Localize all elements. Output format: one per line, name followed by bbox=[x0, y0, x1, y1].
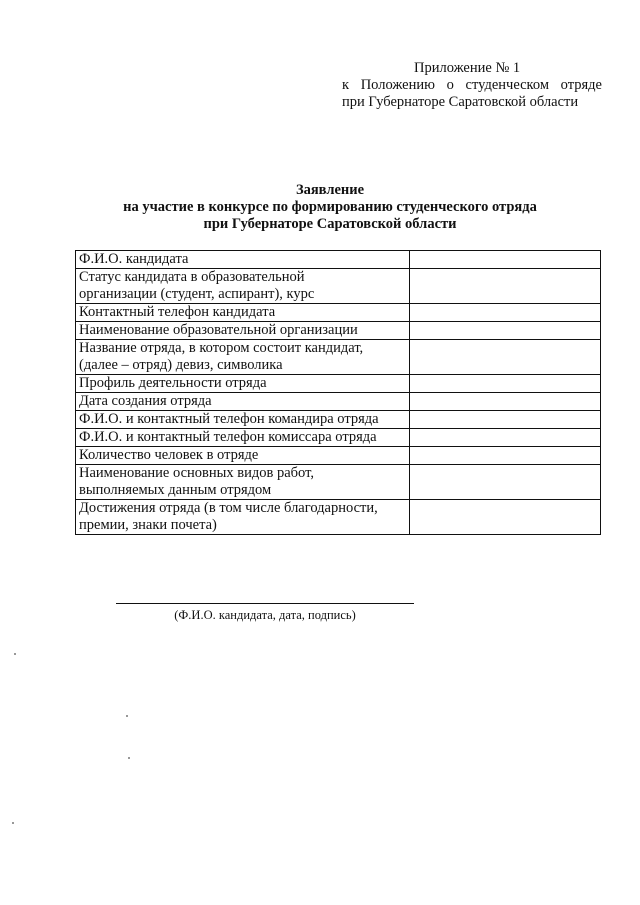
field-label-line: Количество человек в отряде bbox=[79, 447, 259, 463]
title-line-2: на участие в конкурсе по формированию студенческого отряда bbox=[123, 199, 537, 215]
table-row bbox=[76, 500, 601, 535]
field-label-line: Достижения отряда (в том числе благодарности, bbox=[79, 500, 378, 516]
table-row bbox=[76, 304, 601, 322]
title-line-3: при Губернаторе Саратовской области bbox=[203, 216, 457, 232]
field-label bbox=[76, 447, 410, 465]
appendix-number: Приложение № 1 bbox=[414, 60, 521, 76]
scan-speck bbox=[126, 715, 128, 717]
field-label-line: Профиль деятельности отряда bbox=[79, 375, 267, 391]
field-label-line: Дата создания отряда bbox=[79, 393, 212, 409]
scan-speck bbox=[14, 653, 16, 655]
field-label bbox=[76, 500, 410, 535]
field-value[interactable] bbox=[410, 393, 601, 411]
signature-line bbox=[116, 603, 414, 604]
field-value[interactable] bbox=[410, 429, 601, 447]
field-label-line: Ф.И.О. и контактный телефон комиссара отряда bbox=[79, 429, 377, 445]
field-value[interactable] bbox=[410, 304, 601, 322]
field-label bbox=[76, 304, 410, 322]
field-label-line: Наименование образовательной организации bbox=[79, 322, 358, 338]
field-value[interactable] bbox=[410, 465, 601, 500]
field-label bbox=[76, 322, 410, 340]
field-label-line: организации (студент, аспирант), курс bbox=[79, 286, 315, 302]
application-form-table bbox=[75, 250, 601, 535]
table-row bbox=[76, 429, 601, 447]
table-row bbox=[76, 269, 601, 304]
table-row bbox=[76, 465, 601, 500]
field-label bbox=[76, 393, 410, 411]
title-line-1: Заявление bbox=[295, 182, 365, 198]
appendix-reference: к Положению о студенческом отряде bbox=[342, 77, 602, 93]
field-value[interactable] bbox=[410, 322, 601, 340]
field-label-line: премии, знаки почета) bbox=[79, 517, 217, 533]
field-value[interactable] bbox=[410, 340, 601, 375]
document-title bbox=[60, 182, 600, 233]
field-label bbox=[76, 340, 410, 375]
field-value[interactable] bbox=[410, 375, 601, 393]
field-value[interactable] bbox=[410, 447, 601, 465]
form-table-body bbox=[76, 251, 601, 535]
table-row bbox=[76, 393, 601, 411]
appendix-authority: при Губернаторе Саратовской области bbox=[342, 94, 579, 110]
table-row bbox=[76, 340, 601, 375]
scan-speck bbox=[128, 757, 130, 759]
field-value[interactable] bbox=[410, 500, 601, 535]
table-row bbox=[76, 322, 601, 340]
field-label bbox=[76, 411, 410, 429]
field-label-line: выполняемых данным отрядом bbox=[79, 482, 272, 498]
field-value[interactable] bbox=[410, 411, 601, 429]
field-label-line: Наименование основных видов работ, bbox=[79, 465, 314, 481]
field-label bbox=[76, 269, 410, 304]
table-row bbox=[76, 411, 601, 429]
field-label-line: Ф.И.О. кандидата bbox=[79, 251, 189, 267]
table-row bbox=[76, 447, 601, 465]
field-value[interactable] bbox=[410, 269, 601, 304]
field-label bbox=[76, 251, 410, 269]
field-label-line: (далее – отряд) девиз, символика bbox=[79, 357, 283, 373]
signature-caption: (Ф.И.О. кандидата, дата, подпись) bbox=[174, 608, 356, 622]
field-label-line: Статус кандидата в образовательной bbox=[79, 269, 305, 285]
field-label-line: Ф.И.О. и контактный телефон командира отряда bbox=[79, 411, 379, 427]
field-label bbox=[76, 465, 410, 500]
field-value[interactable] bbox=[410, 251, 601, 269]
field-label-line: Название отряда, в котором состоит кандидат, bbox=[79, 340, 364, 356]
field-label bbox=[76, 429, 410, 447]
field-label bbox=[76, 375, 410, 393]
scan-speck bbox=[12, 822, 14, 824]
field-label-line: Контактный телефон кандидата bbox=[79, 304, 276, 320]
table-row bbox=[76, 251, 601, 269]
appendix-header bbox=[342, 60, 602, 111]
table-row bbox=[76, 375, 601, 393]
